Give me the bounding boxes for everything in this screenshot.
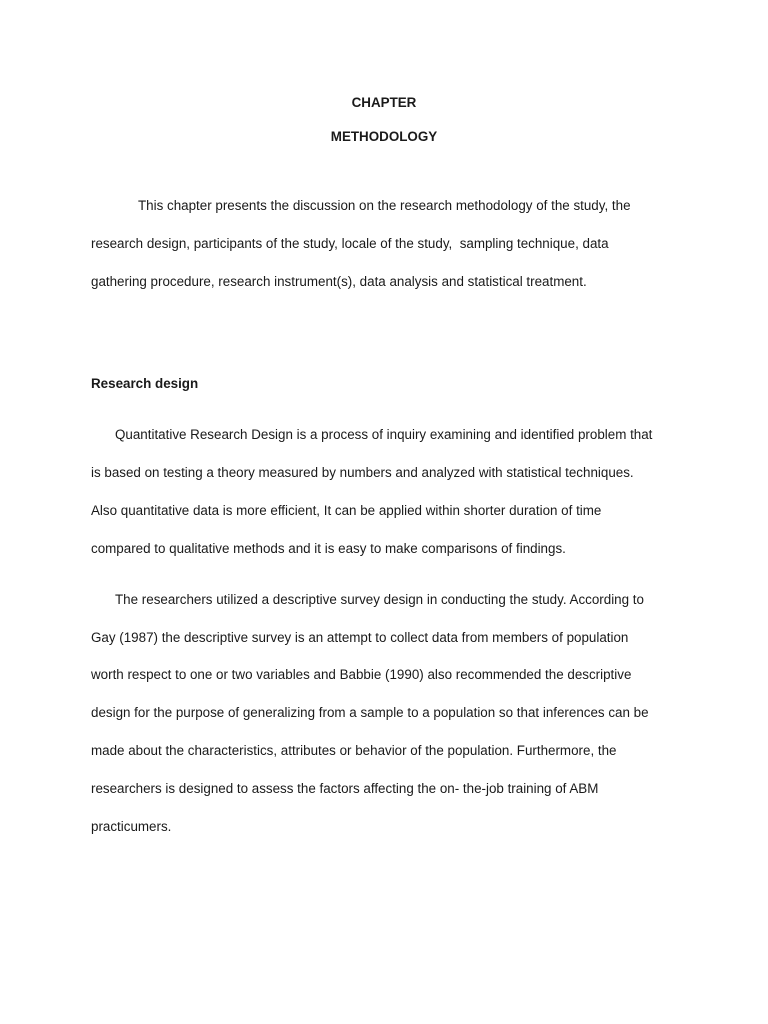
p2-line-4: design for the purpose of generalizing from a sample to a population so that inferences can be <box>91 705 649 720</box>
p1-line-2: is based on testing a theory measured by numbers and analyzed with statistical techniques. <box>91 465 634 480</box>
chapter-title: METHODOLOGY <box>330 129 438 144</box>
p1-line-1: Quantitative Research Design is a process of inquiry examining and identified problem that <box>115 427 653 442</box>
p2-line-7: practicumers. <box>91 819 172 834</box>
p2-line-6: researchers is designed to assess the factors affecting the on- the-job training of ABM <box>91 781 599 796</box>
p1-line-4: compared to qualitative methods and it is easy to make comparisons of findings. <box>91 541 566 556</box>
section-heading: Research design <box>91 376 199 391</box>
p2-line-3: worth respect to one or two variables and Babbie (1990) also recommended the descriptive <box>91 667 632 682</box>
p2-line-5: made about the characteristics, attributes or behavior of the population. Furthermore, the <box>91 743 617 758</box>
p2-line-2: Gay (1987) the descriptive survey is an attempt to collect data from members of population <box>91 630 629 645</box>
chapter-label: CHAPTER <box>351 95 417 110</box>
intro-line-3: gathering procedure, research instrument(s), data analysis and statistical treatment. <box>91 274 587 289</box>
p2-line-1: The researchers utilized a descriptive survey design in conducting the study. According to <box>115 592 644 607</box>
intro-line-2: research design, participants of the study, locale of the study, sampling technique, data <box>91 236 609 251</box>
intro-line-1: This chapter presents the discussion on the research methodology of the study, the <box>138 198 631 213</box>
p1-line-3: Also quantitative data is more efficient, It can be applied within shorter duration of time <box>91 503 602 518</box>
